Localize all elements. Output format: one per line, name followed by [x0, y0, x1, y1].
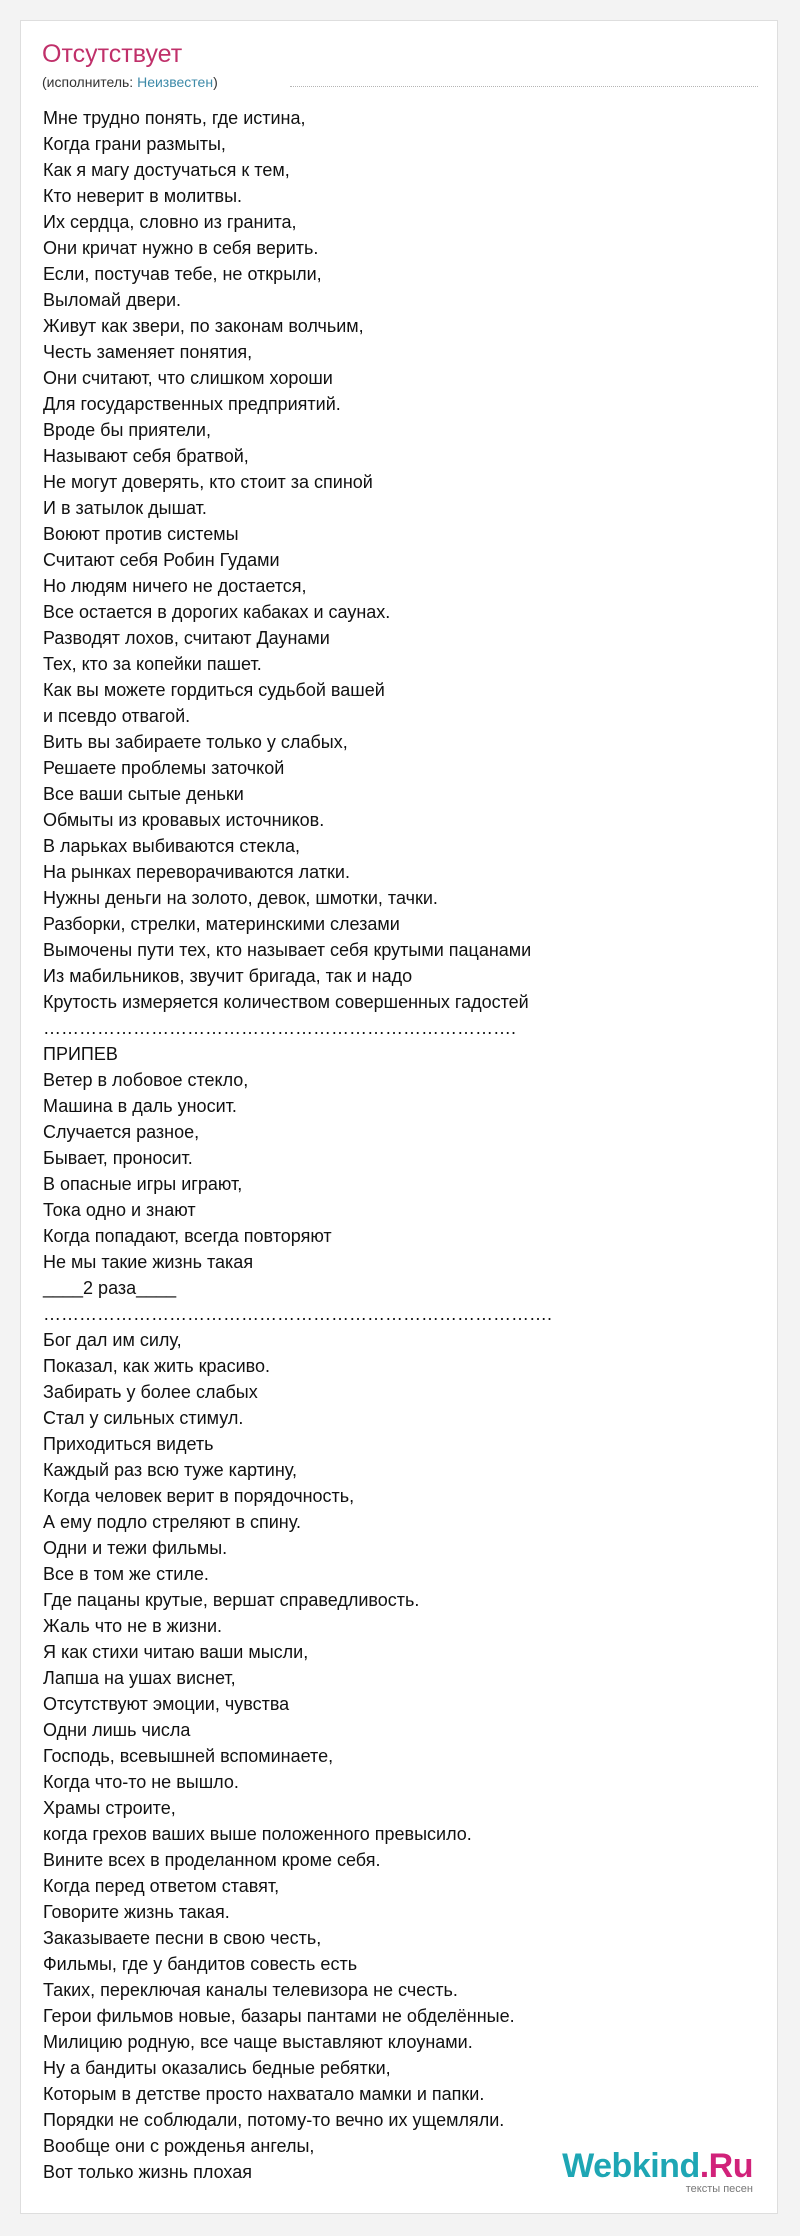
- lyric-line: Машина в даль уносит.: [43, 1096, 237, 1116]
- lyric-line: Выломай двери.: [43, 290, 182, 310]
- lyric-line: Честь заменяет понятия,: [43, 342, 253, 362]
- lyric-line: Когда попадают, всегда повторяют: [43, 1226, 332, 1246]
- lyric-line: Забирать у более слабых: [43, 1382, 258, 1402]
- lyric-line: И в затылок дышат.: [43, 498, 207, 518]
- lyric-line: и псевдо отвагой.: [43, 706, 191, 726]
- lyric-line: Жаль что не в жизни.: [43, 1616, 223, 1636]
- artist-link[interactable]: Неизвестен: [137, 74, 214, 90]
- lyric-line: Решаете проблемы заточкой: [43, 758, 285, 778]
- lyric-line: Случается разное,: [43, 1122, 200, 1142]
- lyric-line: Живут как звери, по законам волчьим,: [43, 316, 364, 336]
- lyric-line: Бывает, проносит.: [43, 1148, 193, 1168]
- lyric-line: Храмы строите,: [43, 1798, 176, 1818]
- lyric-line: Бог дал им силу,: [43, 1330, 182, 1350]
- lyric-line: Которым в детстве просто нахватало мамки и папки.: [43, 2084, 485, 2104]
- lyric-line: Каждый раз всю туже картину,: [43, 1460, 298, 1480]
- lyric-line: Их сердца, словно из гранита,: [43, 212, 297, 232]
- lyric-line: Когда перед ответом ставят,: [43, 1876, 280, 1896]
- lyric-line: Все в том же стиле.: [43, 1564, 209, 1584]
- lyric-line: ПРИПЕВ: [43, 1044, 118, 1064]
- lyric-line: Я как стихи читаю ваши мысли,: [43, 1642, 309, 1662]
- lyric-line: Все остается в дорогих кабаках и саунах.: [43, 602, 391, 622]
- lyric-line: Вообще они с рожденья ангелы,: [43, 2136, 315, 2156]
- lyric-line: Как я магу достучаться к тем,: [43, 160, 290, 180]
- lyric-line: Если, постучав тебе, не открыли,: [43, 264, 322, 284]
- lyric-line: Вините всех в проделанном кроме себя.: [43, 1850, 381, 1870]
- lyric-line: А ему подло стреляют в спину.: [43, 1512, 301, 1532]
- lyric-line: Для государственных предприятий.: [43, 394, 341, 414]
- lyric-line: Когда что-то не вышло.: [43, 1772, 239, 1792]
- lyric-line: Заказываете песни в свою честь,: [43, 1928, 322, 1948]
- lyric-line: Фильмы, где у бандитов совесть есть: [43, 1954, 358, 1974]
- lyric-line: Все ваши сытые деньки: [43, 784, 244, 804]
- lyric-line: Приходиться видеть: [43, 1434, 214, 1454]
- artist-prefix: (исполнитель:: [42, 74, 138, 90]
- lyric-line: Воюют против системы: [43, 524, 239, 544]
- lyric-line: Где пацаны крутые, вершат справедливость.: [43, 1590, 420, 1610]
- lyric-line: Тока одно и знают: [43, 1200, 196, 1220]
- site-logo[interactable]: [562, 2149, 753, 2195]
- lyric-line: Кто неверит в молитвы.: [43, 186, 243, 206]
- lyric-line: Они считают, что слишком хороши: [43, 368, 333, 388]
- lyric-line: Говорите жизнь такая.: [43, 1902, 230, 1922]
- logo-subtitle: тексты песен: [685, 2183, 753, 2195]
- lyric-line: Вить вы забираете только у слабых,: [43, 732, 348, 752]
- lyrics-text: [43, 105, 773, 2185]
- lyric-line: Разводят лохов, считают Даунами: [43, 628, 330, 648]
- lyric-line: Герои фильмов новые, базары пантами не обделённые.: [43, 2006, 515, 2026]
- lyric-line: Когда грани размыты,: [43, 134, 226, 154]
- lyric-line: Не могут доверять, кто стоит за спиной: [43, 472, 373, 492]
- lyric-line: В опасные игры играют,: [43, 1174, 243, 1194]
- artist-line: [42, 73, 758, 91]
- lyric-line: Вроде бы приятели,: [43, 420, 211, 440]
- lyric-line: Тех, кто за копейки пашет.: [43, 654, 262, 674]
- lyric-line: Называют себя братвой,: [43, 446, 249, 466]
- lyric-line: ____2 раза____: [43, 1278, 177, 1298]
- lyric-line: Лапша на ушах виснет,: [43, 1668, 236, 1688]
- lyric-line: …………………………………………………………………….: [43, 1018, 517, 1038]
- lyric-line: Вымочены пути тех, кто называет себя крутыми пацанами: [43, 940, 532, 960]
- lyric-line: Мне трудно понять, где истина,: [43, 108, 306, 128]
- lyric-line: Как вы можете гордиться судьбой вашей: [43, 680, 385, 700]
- lyric-line: Стал у сильных стимул.: [43, 1408, 244, 1428]
- lyric-line: Считают себя Робин Гудами: [43, 550, 280, 570]
- lyric-line: Одни лишь числа: [43, 1720, 191, 1740]
- lyric-line: Из мабильников, звучит бригада, так и надо: [43, 966, 413, 986]
- lyric-line: Одни и тежи фильмы.: [43, 1538, 228, 1558]
- lyric-line: Они кричат нужно в себя верить.: [43, 238, 319, 258]
- song-title: Отсутствует: [42, 40, 183, 68]
- logo-webkind: Webkind: [562, 2147, 700, 2185]
- lyric-line: Не мы такие жизнь такая: [43, 1252, 254, 1272]
- lyric-line: Обмыты из кровавых источников.: [43, 810, 325, 830]
- dotted-divider: [290, 86, 758, 87]
- lyric-line: когда грехов ваших выше положенного превысило.: [43, 1824, 472, 1844]
- lyric-line: Ветер в лобовое стекло,: [43, 1070, 249, 1090]
- lyrics-card: [20, 20, 778, 2214]
- lyric-line: Вот только жизнь плохая: [43, 2162, 252, 2182]
- lyric-line: Отсутствуют эмоции, чувства: [43, 1694, 290, 1714]
- lyric-line: Нужны деньги на золото, девок, шмотки, тачки.: [43, 888, 438, 908]
- artist-suffix: ): [213, 74, 218, 90]
- lyric-line: В ларьках выбиваются стекла,: [43, 836, 300, 856]
- lyric-line: Милицию родную, все чаще выставляют клоунами.: [43, 2032, 473, 2052]
- lyric-line: Когда человек верит в порядочность,: [43, 1486, 355, 1506]
- lyric-line: Таких, переключая каналы телевизора не счесть.: [43, 1980, 458, 2000]
- lyric-line: Порядки не соблюдали, потому-то вечно их ущемляли.: [43, 2110, 505, 2130]
- lyric-line: Но людям ничего не достается,: [43, 576, 307, 596]
- lyric-line: Разборки, стрелки, материнскими слезами: [43, 914, 400, 934]
- lyric-line: ………………………………………………………………………….: [43, 1304, 553, 1324]
- lyric-line: Господь, всевышней вспоминаете,: [43, 1746, 334, 1766]
- lyric-line: Показал, как жить красиво.: [43, 1356, 270, 1376]
- logo-ru: .Ru: [699, 2147, 753, 2185]
- lyric-line: Ну а бандиты оказались бедные ребятки,: [43, 2058, 391, 2078]
- lyric-line: На рынках переворачиваются латки.: [43, 862, 350, 882]
- lyric-line: Крутость измеряется количеством совершенных гадостей: [43, 992, 529, 1012]
